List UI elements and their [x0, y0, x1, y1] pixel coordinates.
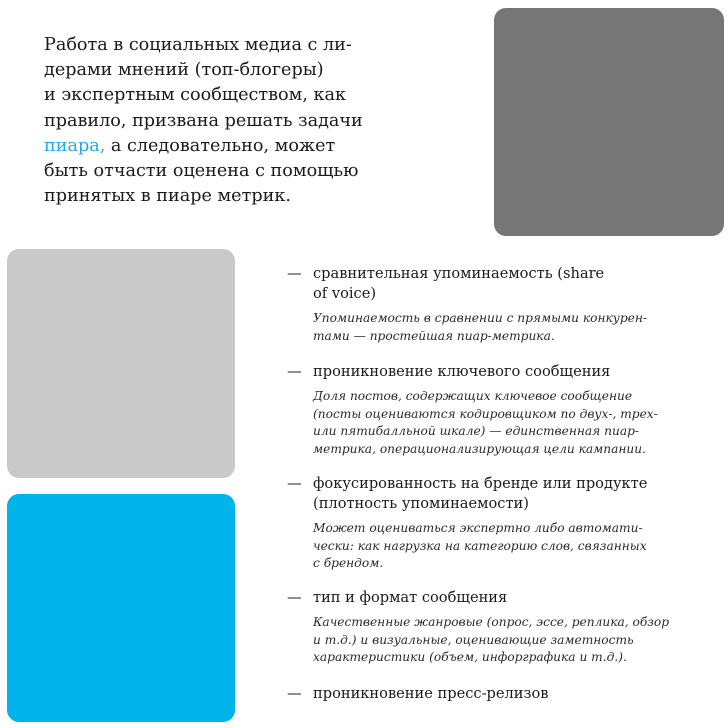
metric-desc-line: или пятибалльной шкале) — единственная пиар- — [313, 424, 640, 439]
metric-title-line: проникновение ключевого сообщения — [313, 363, 611, 380]
metric-desc-line: Упоминаемость в сравнении с прямыми конкурен- — [313, 311, 648, 325]
metric-desc-line: и т.д.) и визуальные, оценивающие заметность — [313, 632, 634, 647]
dash-marker: — — [287, 685, 302, 702]
intro-line-4: правило, призвана решать задачи — [44, 110, 363, 131]
metric-title-line: of voice) — [313, 285, 377, 302]
metric-desc-line: с брендом. — [313, 556, 384, 571]
dash-marker: — — [287, 589, 302, 606]
metric-description — [313, 614, 715, 667]
metric-message-type-format — [287, 588, 715, 667]
metric-desc-line: тами — простейшая пиар-метрика. — [313, 328, 555, 343]
metric-desc-line: чески: как нагрузка на категорию слов, связанных — [313, 538, 647, 553]
intro-line-1: Работа в социальных медиа с ли- — [44, 35, 352, 55]
intro-line-5: а следовательно, может — [105, 135, 336, 156]
metric-title-line: проникновение пресс-релизов — [313, 685, 549, 702]
intro-line-7: принятых в пиаре метрик. — [44, 186, 291, 207]
light-gray-block — [7, 249, 235, 478]
intro-line-3: и экспертным сообществом, как — [44, 85, 346, 106]
metric-title — [287, 588, 715, 608]
metric-desc-line: метрика, операционализирующая цели кампании. — [313, 441, 646, 456]
metric-brand-focus — [287, 474, 715, 573]
dark-gray-block — [494, 8, 724, 236]
metric-title-line: (плотность упоминаемости) — [313, 495, 529, 512]
metric-desc-line: Может оцениваться экспертно либо автомати- — [313, 521, 643, 535]
metric-description — [313, 520, 715, 573]
metric-description — [313, 388, 715, 458]
metric-desc-line: Качественные жанровые (опрос, эссе, реплика, обзор — [313, 615, 670, 629]
dash-marker: — — [287, 475, 302, 492]
metric-title-line: сравнительная упоминаемость (share — [313, 265, 605, 282]
intro-paragraph — [44, 33, 474, 209]
metric-press-release-penetration — [287, 684, 715, 704]
metric-title — [287, 362, 715, 382]
metric-title — [287, 684, 715, 704]
dash-marker: — — [287, 265, 302, 282]
metric-desc-line: (посты оцениваются кодировщиком по двух-, трех- — [313, 406, 658, 421]
metric-title — [287, 474, 715, 514]
metric-key-message-penetration — [287, 362, 715, 458]
metric-title-line: тип и формат сообщения — [313, 589, 508, 606]
metric-title — [287, 264, 715, 304]
intro-highlight-word: пиара, — [44, 135, 106, 156]
dash-marker: — — [287, 363, 302, 380]
blue-block — [7, 494, 235, 722]
intro-line-2: дерами мнений (топ-блогеры) — [44, 60, 324, 81]
metric-desc-line: характеристики (объем, инфорграфика и т.д.). — [313, 650, 627, 665]
metric-description — [313, 310, 715, 345]
intro-line-6: быть отчасти оценена с помощью — [44, 161, 359, 182]
metric-share-of-voice — [287, 264, 715, 345]
metric-desc-line: Доля постов, содержащих ключевое сообщение — [313, 389, 633, 403]
metric-title-line: фокусированность на бренде или продукте — [313, 475, 648, 492]
